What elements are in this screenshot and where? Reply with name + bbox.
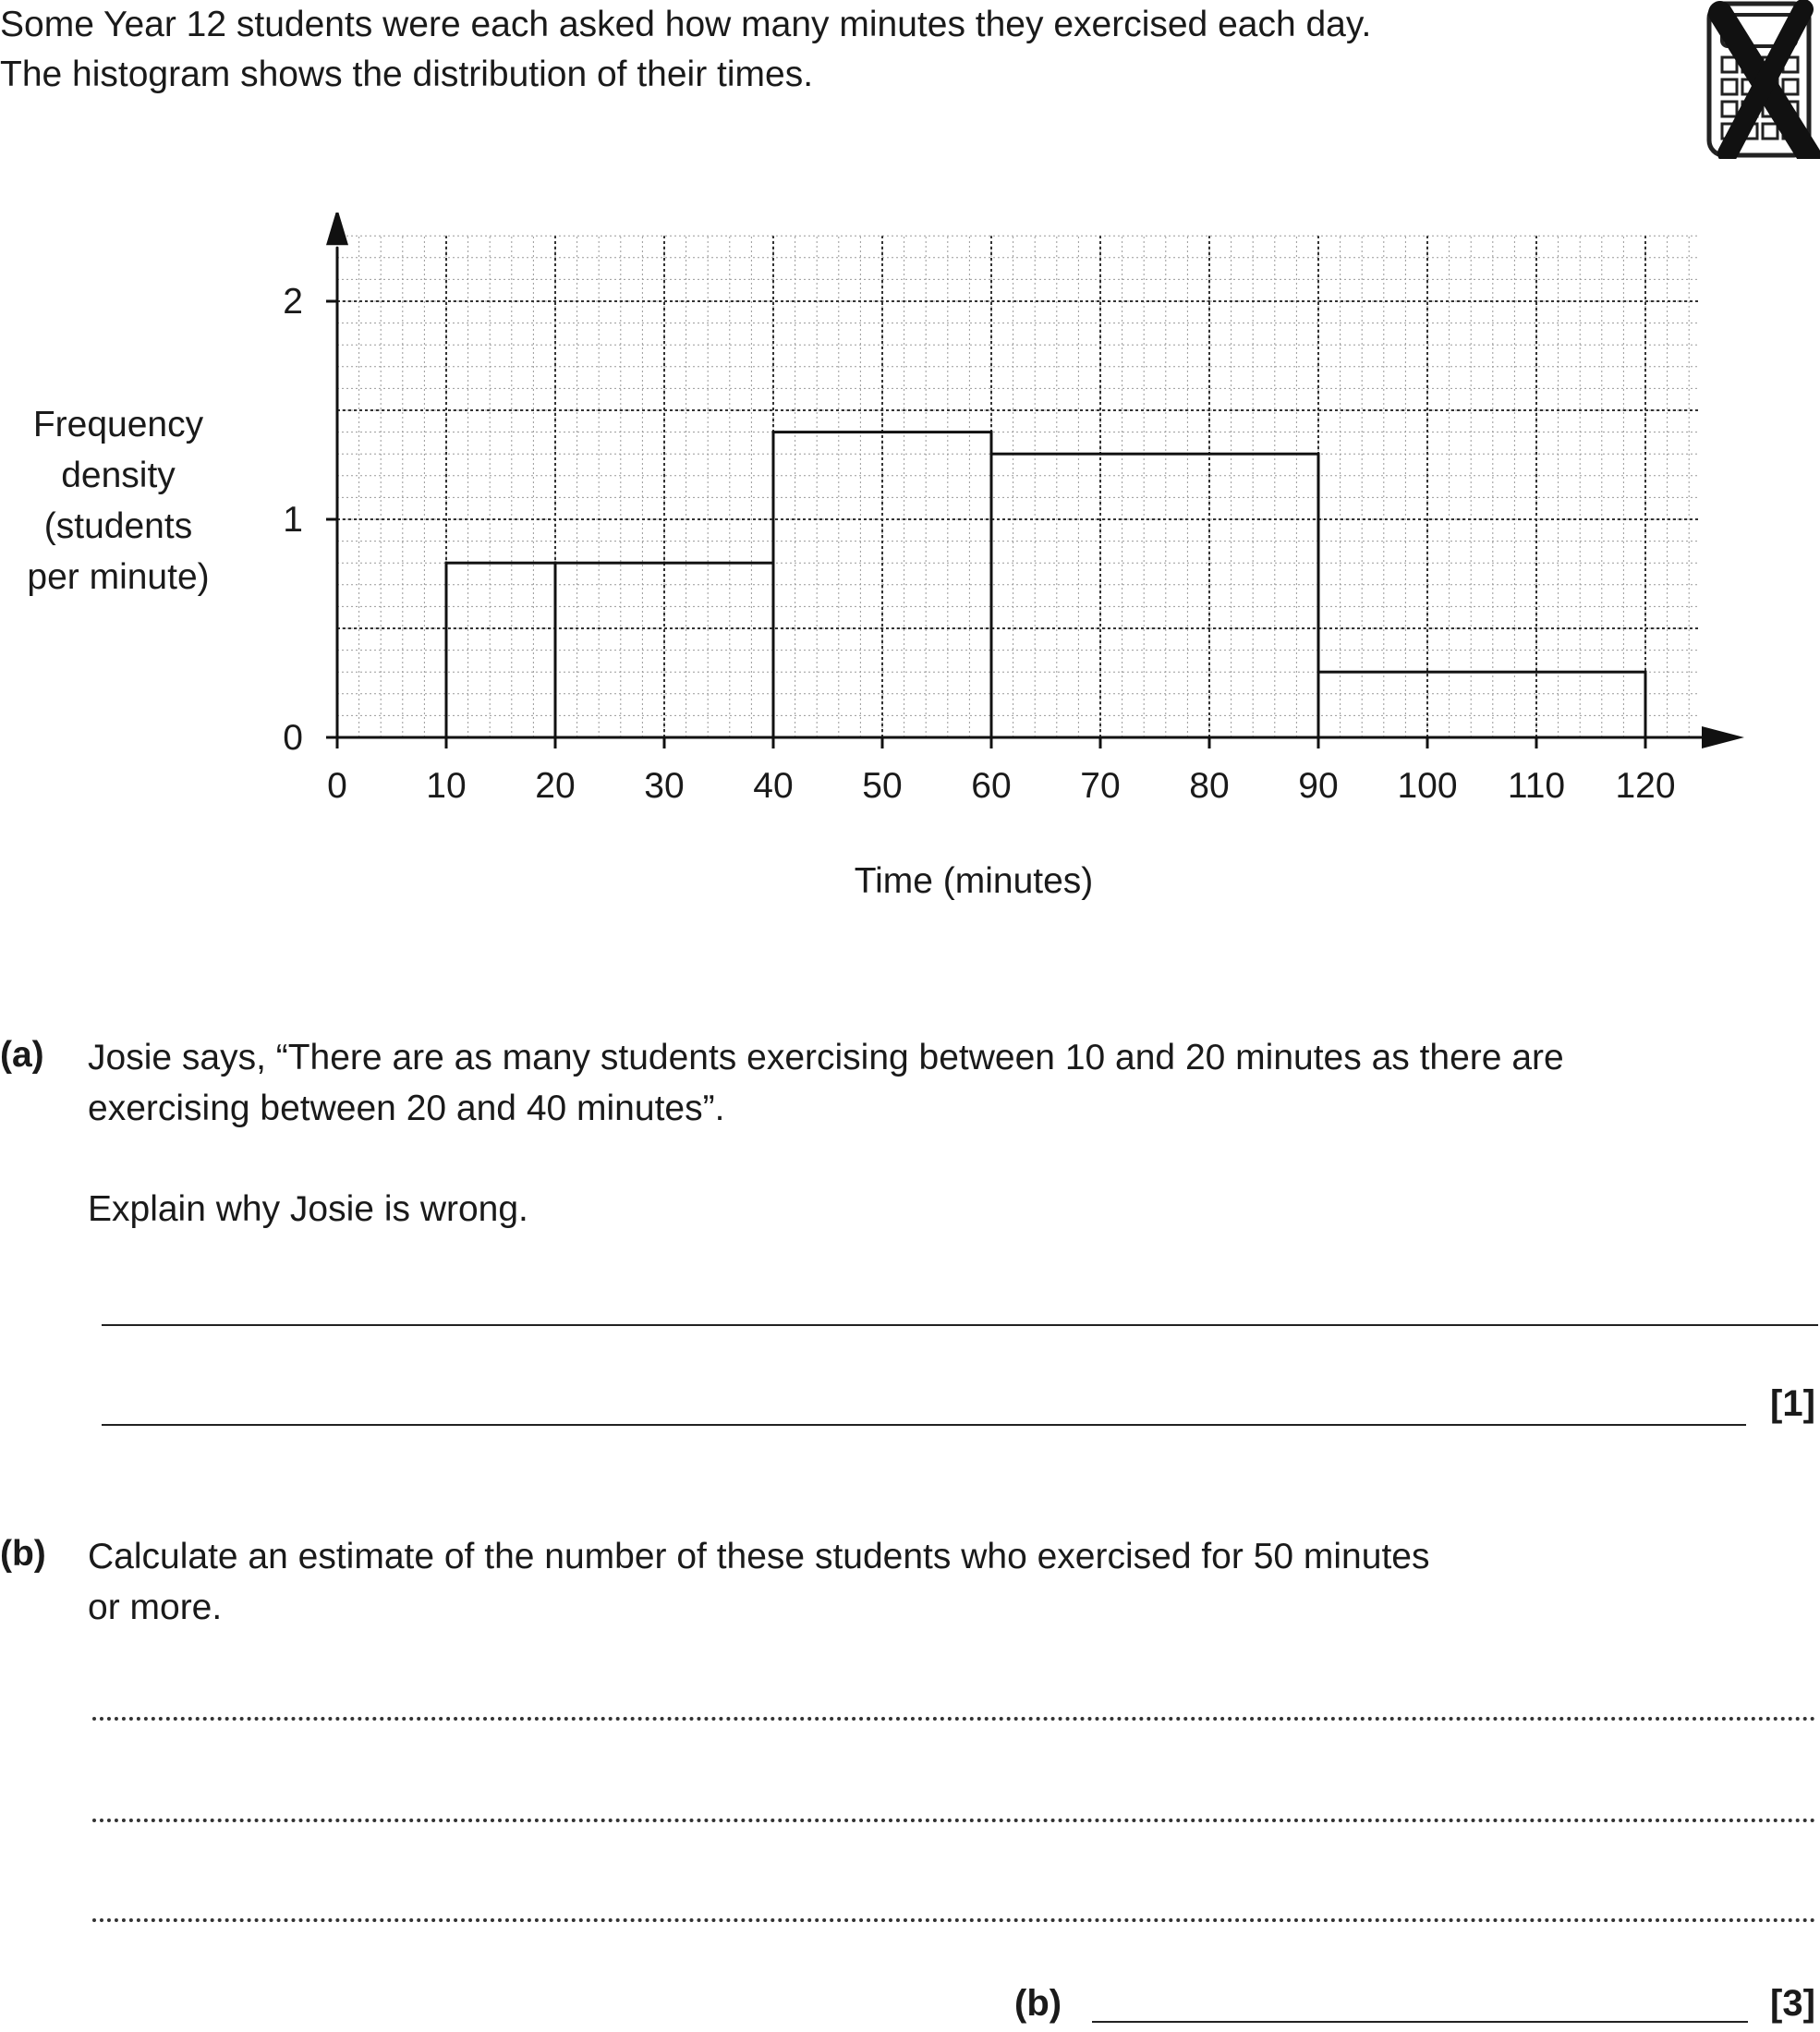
x-tick-label: 70 xyxy=(1080,766,1121,806)
question-b-text xyxy=(88,1531,1429,1633)
y-axis-arrow xyxy=(326,213,348,245)
y-label-line-3: (students xyxy=(43,506,193,546)
x-tick-label: 60 xyxy=(971,766,1012,806)
histogram-bar-90-120 xyxy=(1318,672,1645,737)
x-axis-label: Time (minutes) xyxy=(854,861,1094,901)
question-b-label: (b) xyxy=(0,1534,46,1574)
question-a-line-1: Josie says, “There are as many students exercising between 10 and 20 minutes as there are xyxy=(88,1038,1564,1077)
x-tick-label: 10 xyxy=(426,766,467,806)
intro-line-1: Some Year 12 students were each asked how many minutes they exercised each day. xyxy=(0,5,1372,44)
x-tick-label: 90 xyxy=(1298,766,1339,806)
x-tick-label: 110 xyxy=(1507,766,1566,806)
working-line-3[interactable] xyxy=(92,1918,1816,1922)
intro-line-2: The histogram shows the distribution of their times. xyxy=(0,55,814,94)
answer-b-label: (b) xyxy=(1014,1983,1062,2024)
question-intro xyxy=(0,0,1371,100)
y-tick-label: 2 xyxy=(283,282,303,322)
question-b-line-2: or more. xyxy=(88,1588,223,1627)
x-tick-label: 20 xyxy=(535,766,576,806)
x-tick-label: 40 xyxy=(753,766,794,806)
y-label-line-1: Frequency xyxy=(32,405,204,444)
question-a-label: (a) xyxy=(0,1035,44,1075)
y-tick-label: 1 xyxy=(283,500,303,540)
question-b-line-1: Calculate an estimate of the number of these students who exercised for 50 minutes xyxy=(88,1537,1430,1576)
working-line-1[interactable] xyxy=(92,1717,1816,1721)
working-line-2[interactable] xyxy=(92,1819,1816,1822)
x-tick-label: 50 xyxy=(862,766,903,806)
x-tick-label: 30 xyxy=(644,766,685,806)
histogram-bar-60-90 xyxy=(991,454,1318,737)
question-a-marks: [1] xyxy=(1770,1383,1815,1424)
y-label-line-2: density xyxy=(61,456,176,495)
x-tick-label: 80 xyxy=(1189,766,1230,806)
answer-line-b[interactable] xyxy=(1092,2021,1748,2023)
x-tick-label: 100 xyxy=(1397,766,1458,806)
x-tick-label: 120 xyxy=(1615,766,1676,806)
histogram-chart xyxy=(0,213,1820,915)
question-a-line-2: exercising between 20 and 40 minutes”. xyxy=(88,1089,725,1128)
x-tick-label: 0 xyxy=(327,766,347,806)
y-label-line-4: per minute) xyxy=(27,557,210,597)
answer-line-a-1[interactable] xyxy=(102,1324,1818,1326)
x-axis-arrow xyxy=(1702,726,1744,748)
question-b-marks: [3] xyxy=(1770,1983,1815,2024)
question-a-text xyxy=(88,1032,1564,1134)
y-tick-label: 0 xyxy=(283,718,303,758)
question-a-instruction: Explain why Josie is wrong. xyxy=(88,1189,528,1229)
answer-line-a-2[interactable] xyxy=(102,1424,1746,1426)
no-calculator-icon xyxy=(1702,0,1820,159)
